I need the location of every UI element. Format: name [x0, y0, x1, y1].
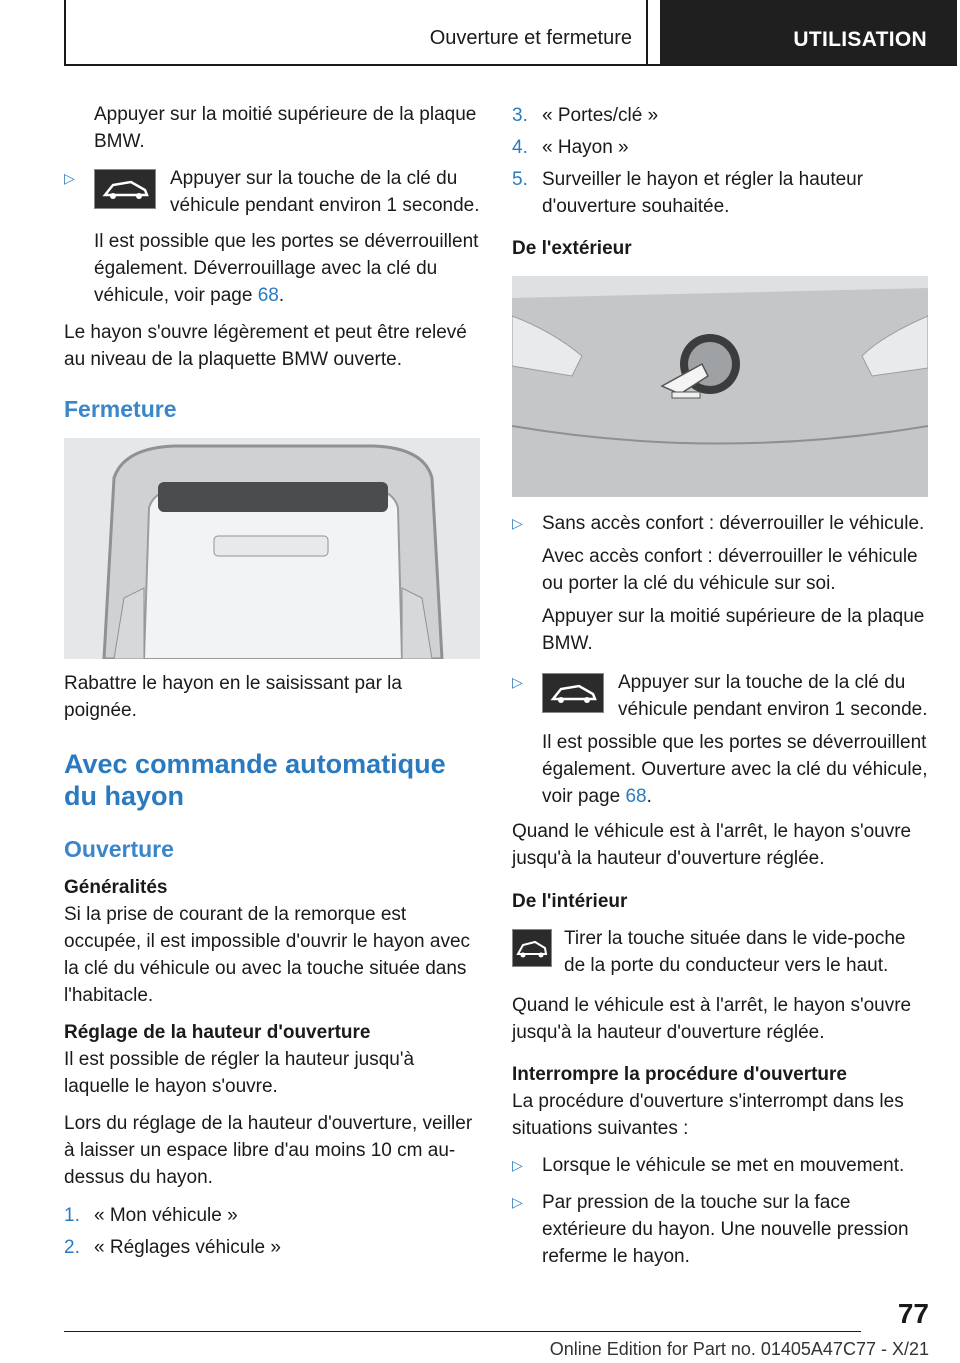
step-number: 1.	[64, 1205, 80, 1226]
bullet-subtext: Il est possible que les portes se déverrouillent également. Déverrouillage avec la clé du véhicule, voir page 68.	[94, 231, 479, 306]
list-item	[512, 510, 928, 657]
list-item	[64, 1202, 480, 1229]
interior-instruction	[512, 925, 928, 979]
footer-edition: Online Edition for Part no. 01405A47C77 - X/21	[549, 1339, 929, 1359]
numbered-list	[512, 102, 928, 220]
header-chapter-tab	[660, 0, 957, 64]
heading-interieur: De l'intérieur	[512, 891, 628, 912]
paragraph: Rabattre le hayon en le saisissant par la poignée.	[64, 673, 402, 721]
list-item	[512, 669, 928, 810]
bullet-subtext: Avec accès confort : déverrouiller le véhicule ou porter la clé du véhicule sur soi.	[542, 546, 918, 594]
paragraph: Quand le véhicule est à l'arrêt, le hayon s'ouvre jusqu'à la hauteur d'ouverture réglée.	[512, 995, 912, 1043]
page-link[interactable]: 68	[257, 285, 279, 306]
bullet-subtext: Il est possible que les portes se déverrouillent également. Ouverture avec la clé du véhicule, voir page 68.	[542, 732, 928, 807]
left-column	[64, 100, 480, 1261]
right-column	[512, 100, 928, 1270]
bullet-triangle-icon: ▷	[512, 1194, 523, 1210]
bullet-text: Lorsque le véhicule se met en mouvement.	[542, 1155, 905, 1176]
heading-generalites: Généralités	[64, 877, 168, 898]
heading-fermeture: Fermeture	[64, 396, 177, 422]
paragraph: Lors du réglage de la hauteur d'ouverture, veiller à laisser un espace libre d'au moins 10 cm au-dessus du hayon.	[64, 1113, 473, 1188]
bullet-text: Appuyer sur la touche de la clé du véhicule pendant environ 1 seconde.	[170, 168, 480, 216]
bullet-text: Par pression de la touche sur la face extérieure du hayon. Une nouvelle pression referme le hayon.	[542, 1192, 909, 1267]
bmw-badge-photo	[512, 276, 928, 497]
paragraph: Tirer la touche située dans le vide-poche de la porte du conducteur vers le haut.	[564, 928, 906, 976]
footer-rule	[64, 1331, 861, 1332]
heading-auto-tailgate: Avec commande automatique du hayon	[64, 749, 446, 811]
car-tailgate-key-icon	[512, 929, 552, 967]
list-item	[64, 165, 480, 309]
car-tailgate-key-icon	[94, 169, 156, 209]
step-number: 3.	[512, 105, 528, 126]
step-text: « Hayon »	[542, 137, 629, 158]
list-item	[512, 134, 928, 161]
paragraph: Le hayon s'ouvre légèrement et peut être relevé au niveau de la plaquette BMW ouverte.	[64, 322, 467, 370]
paragraph: Il est possible de régler la hauteur jusqu'à laquelle le hayon s'ouvre.	[64, 1049, 415, 1097]
heading-reglage: Réglage de la hauteur d'ouverture	[64, 1022, 371, 1043]
heading-exterieur: De l'extérieur	[512, 238, 632, 259]
step-text: Surveiller le hayon et régler la hauteur d'ouverture souhaitée.	[542, 169, 864, 217]
header-section-box	[64, 0, 648, 64]
heading-ouverture: Ouverture	[64, 836, 174, 862]
list-item	[512, 166, 928, 220]
step-text: « Réglages véhicule »	[94, 1237, 281, 1258]
bullet-text: Sans accès confort : déverrouiller le véhicule.	[542, 513, 925, 534]
bullet-triangle-icon: ▷	[512, 515, 523, 531]
list-item	[512, 102, 928, 129]
bullet-triangle-icon: ▷	[512, 1157, 523, 1173]
paragraph: Quand le véhicule est à l'arrêt, le hayon s'ouvre jusqu'à la hauteur d'ouverture réglée.	[512, 821, 912, 869]
step-text: « Mon véhicule »	[94, 1205, 238, 1226]
list-item	[512, 1189, 928, 1270]
step-number: 4.	[512, 137, 528, 158]
bullet-text: Appuyer sur la touche de la clé du véhicule pendant environ 1 seconde.	[618, 672, 928, 720]
header-chapter-label: UTILISATION	[793, 28, 927, 51]
paragraph: La procédure d'ouverture s'interrompt dans les situations suivantes :	[512, 1091, 904, 1139]
bullet-triangle-icon: ▷	[64, 170, 75, 186]
list-item	[64, 1234, 480, 1261]
bullet-subtext: Appuyer sur la moitié supérieure de la plaque BMW.	[542, 606, 925, 654]
header-section-title: Ouverture et fermeture	[429, 27, 632, 49]
page-number: 77	[897, 1298, 929, 1329]
list-item	[512, 1152, 928, 1179]
step-number: 2.	[64, 1237, 80, 1258]
bullet-triangle-icon: ▷	[512, 674, 523, 690]
header-rule	[64, 64, 957, 66]
heading-interrompre: Interrompre la procédure d'ouverture	[512, 1064, 847, 1085]
tailgate-closing-photo	[64, 438, 480, 659]
step-text: « Portes/clé »	[542, 105, 659, 126]
paragraph: Si la prise de courant de la remorque est occupée, il est impossible d'ouvrir le hayon avec la clé du véhicule ou avec la touche située dans l'habitacle.	[64, 904, 471, 1006]
numbered-list	[64, 1202, 480, 1261]
step-number: 5.	[512, 169, 528, 190]
paragraph: Appuyer sur la moitié supérieure de la plaque BMW.	[94, 104, 477, 152]
car-tailgate-key-icon	[542, 673, 604, 713]
page-link[interactable]: 68	[625, 786, 647, 807]
